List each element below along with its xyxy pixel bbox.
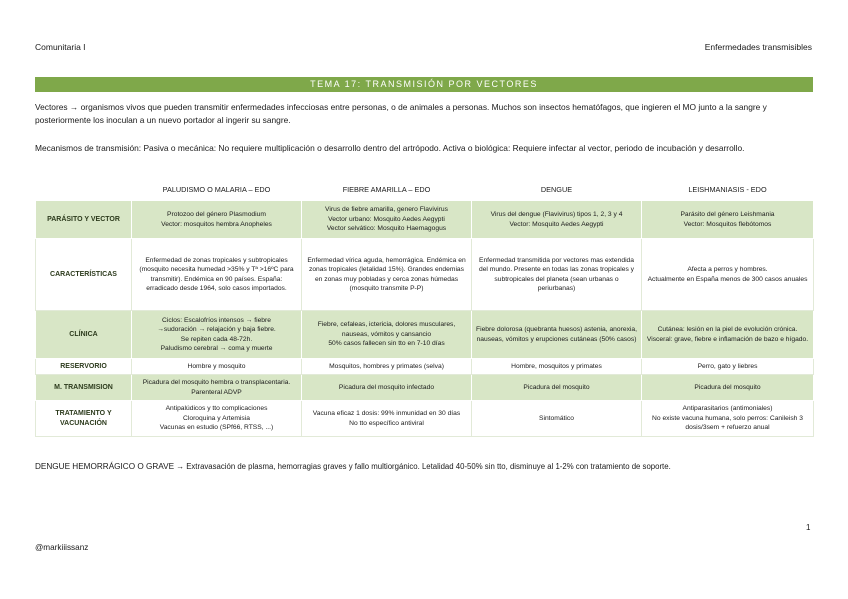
- table-cell: Enfermedad vírica aguda, hemorrágica. Endémica en zonas tropicales (letalidad 15%). Grandes endemias en zonas muy pobladas y cerca zonas húmedas (mosquito transmite P-P): [302, 239, 472, 311]
- header-right: Enfermedades transmisibles: [704, 42, 812, 52]
- table-cell: Perro, gato y liebres: [642, 359, 814, 375]
- mechanisms-paragraph: Mecanismos de transmisión: Pasiva o mecánica: No requiere multiplicación o desarrollo dentro del artrópodo. Activa o biológica: Requiere infectar al vector, periodo de incubación y desarrollo.: [35, 143, 745, 153]
- title-banner: TEMA 17: TRANSMISIÓN POR VECTORES: [35, 77, 813, 92]
- page-number: 1: [806, 523, 811, 532]
- table-row: [36, 311, 814, 359]
- table-cell: Antiparasitarios (antimoniales) No existe vacuna humana, solo perros: Canileish 3 dosis/3sem + refuerzo anual: [642, 401, 814, 437]
- dengue-note: [35, 462, 671, 471]
- footer-handle: @markiiissanz: [35, 543, 89, 552]
- table-row: [36, 201, 814, 239]
- table-cell: Protozoo del género Plasmodium Vector: mosquitos hembra Anopheles: [132, 201, 302, 239]
- row-header: CLÍNICA: [36, 311, 132, 359]
- table-cell: Virus de fiebre amarilla, genero Flavivirus Vector urbano: Mosquito Aedes Aegypti Vector selvático: Mosquito Haemagogus: [302, 201, 472, 239]
- header-left: Comunitaria I: [35, 42, 86, 52]
- table-cell: Parásito del género Leishmania Vector: Mosquitos flebótomos: [642, 201, 814, 239]
- row-header: TRATAMIENTO Y VACUNACIÓN: [36, 401, 132, 437]
- table-row: [36, 375, 814, 401]
- table-cell: Picadura del mosquito: [472, 375, 642, 401]
- table-cell: Picadura del mosquito: [642, 375, 814, 401]
- table-row: [36, 239, 814, 311]
- table-cell: Picadura del mosquito hembra o transplacentaria. Parenteral ADVP: [132, 375, 302, 401]
- column-header: DENGUE: [540, 185, 573, 195]
- corner-cell: [36, 180, 132, 201]
- table-cell: Vacuna eficaz 1 dosis: 99% inmunidad en 30 días No tto específico antiviral: [302, 401, 472, 437]
- table-cell: Enfermedad transmitida por vectores mas extendida del mundo. Presente en todas las zonas tropicales y subtropicales del planeta (sean urbanas o periurbanas): [472, 239, 642, 311]
- table-cell: Enfermedad de zonas tropicales y subtropicales (mosquito necesita humedad >35% y Tª >16ºC para transmitir). Endémica en 90 países. España: erradicado desde 1964, solo casos importados.: [132, 239, 302, 311]
- table-row: [36, 401, 814, 437]
- table-cell: Hombre, mosquitos y primates: [472, 359, 642, 375]
- intro-paragraph: Vectores → organismos vivos que pueden transmitir enfermedades infecciosas entre personas, o de animales a personas. Muchos son insectos hematófagos, que ingieren el MO junto a la sangre y posteriormente los inoculan a un nuevo portador al ingerir su sangre.: [35, 102, 767, 125]
- table-cell: Fiebre dolorosa (quebranta huesos) astenia, anorexia, nauseas, vómitos y erupciones cutáneas (50% casos): [472, 311, 642, 359]
- diseases-table: [35, 180, 814, 437]
- note-lead: DENGUE HEMORRÁGICO O GRAVE: [35, 462, 175, 471]
- table-cell: Cutánea: lesión en la piel de evolución crónica. Visceral: grave, fiebre e inflamación de bazo e hígado.: [642, 311, 814, 359]
- column-header: LEISHMANIASIS - EDO: [688, 185, 767, 195]
- table-cell: Hombre y mosquito: [132, 359, 302, 375]
- column-header: PALUDISMO O MALARIA – EDO: [162, 185, 271, 195]
- table-cell: Virus del dengue (Flavivirus) tipos 1, 2, 3 y 4 Vector: Mosquito Aedes Aegypti: [472, 201, 642, 239]
- table-row: [36, 359, 814, 375]
- table-cell: Fiebre, cefaleas, ictericia, dolores musculares, nauseas, vómitos y cansancio 50% casos fallecen sin tto en 7-10 días: [302, 311, 472, 359]
- arrow-right-icon: →: [176, 462, 185, 471]
- row-header: M. TRANSMISION: [36, 375, 132, 401]
- row-header: PARÁSITO Y VECTOR: [36, 201, 132, 239]
- table-cell: Ciclos: Escalofríos intensos → fiebre →sudoración → relajación y baja fiebre. Se repiten cada 48-72h. Paludismo cerebral → coma y muerte: [132, 311, 302, 359]
- table-cell: Afecta a perros y hombres. Actualmente en España menos de 300 casos anuales: [642, 239, 814, 311]
- column-header: FIEBRE AMARILLA – EDO: [342, 185, 431, 195]
- table-cell: Sintomático: [472, 401, 642, 437]
- note-text: Extravasación de plasma, hemorragias graves y fallo multiorgánico. Letalidad 40-50% sin tto, disminuye al 1-2% con tratamiento de soporte.: [186, 462, 671, 471]
- table-cell: Antipalúdicos y tto complicaciones Cloroquina y Artemisia Vacunas en estudio (SPf66, RTSS, ...): [132, 401, 302, 437]
- table-header-row: [36, 180, 814, 201]
- row-header: CARACTERÍSTICAS: [36, 239, 132, 311]
- table-cell: Mosquitos, hombres y primates (selva): [302, 359, 472, 375]
- row-header: RESERVORIO: [36, 359, 132, 375]
- table-cell: Picadura del mosquito infectado: [302, 375, 472, 401]
